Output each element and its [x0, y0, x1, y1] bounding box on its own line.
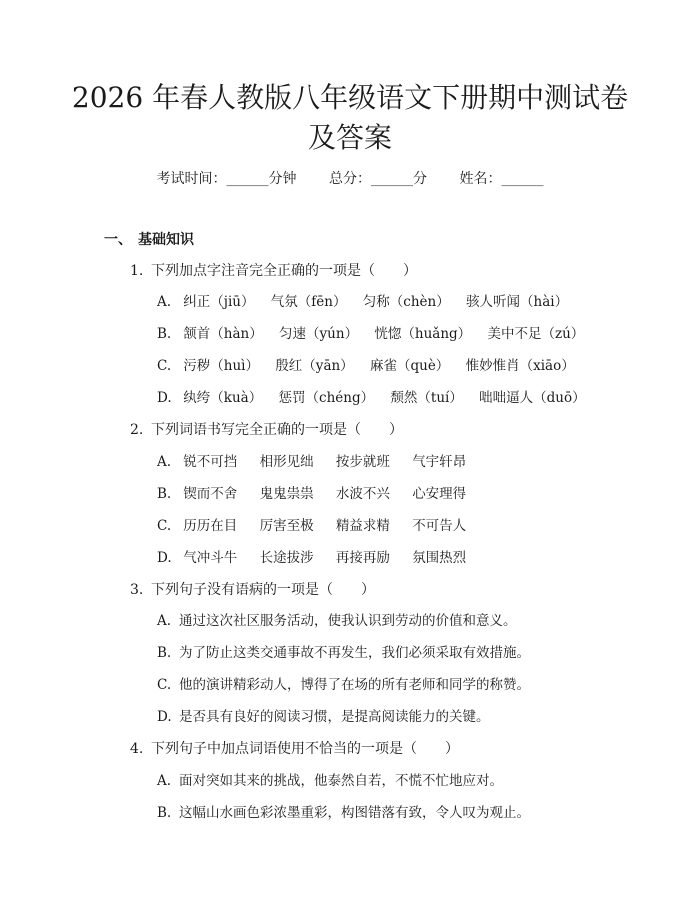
- question-3-stem: 3. 下列句子没有语病的一项是（ ）: [130, 582, 375, 598]
- question-1-option-d: D. 纨绔（kuà） 惩罚（chéng） 颓然（tuí） 咄咄逼人（duō）: [157, 390, 586, 406]
- question-1-option-a: A. 纠正（jiū） 气氛（fēn） 匀称（chèn） 骇人听闻（hài）: [157, 294, 569, 310]
- document-title: 2026 年春人教版八年级语文下册期中测试卷及答案: [71, 81, 629, 154]
- question-2-option-b: B. 锲而不舍 鬼鬼祟祟 水波不兴 心安理得: [157, 486, 467, 502]
- question-2-option-a: A. 锐不可挡 相形见绌 按步就班 气宇轩昂: [157, 454, 467, 470]
- question-2-stem: 2. 下列词语书写完全正确的一项是（ ）: [130, 422, 403, 438]
- question-2-option-d: D. 气冲斗牛 长途拔涉 再接再励 氛围热烈: [157, 550, 467, 566]
- exam-score-field: 总分：______分: [329, 171, 427, 187]
- question-1-option-c: C. 污秽（huì） 殷红（yān） 麻雀（què） 惟妙惟肖（xiāo）: [157, 358, 575, 374]
- question-4-option-b: B. 这幅山水画色彩浓墨重彩，构图错落有致，令人叹为观止。: [157, 805, 530, 821]
- question-3-option-d: D. 是否具有良好的阅读习惯，是提高阅读能力的关键。: [157, 709, 490, 725]
- exam-time-field: 考试时间：______分钟: [156, 171, 297, 187]
- question-3-option-b: B. 为了防止这类交通事故不再发生，我们必须采取有效措施。: [157, 645, 530, 661]
- section-heading: [104, 230, 194, 250]
- question-4-stem: 4. 下列句子中加点词语使用不恰当的一项是（ ）: [130, 741, 459, 757]
- question-2-option-c: C. 历历在目 厉害至极 精益求精 不可告人: [157, 518, 467, 534]
- question-3-option-a: A. 通过这次社区服务活动，使我认识到劳动的价值和意义。: [157, 613, 517, 629]
- exam-info-line: [0, 169, 700, 189]
- exam-name-field: 姓名：______: [459, 171, 544, 187]
- section-title: 基础知识: [138, 232, 194, 248]
- section-number: 一、: [104, 232, 132, 248]
- question-1-option-b: B. 颔首（hàn） 匀速（yún） 恍惚（huǎng） 美中不足（zú）: [157, 326, 585, 342]
- question-4-option-a: A. 面对突如其来的挑战，他泰然自若，不慌不忙地应对。: [157, 773, 503, 789]
- question-3-option-c: C. 他的演讲精彩动人，博得了在场的所有老师和同学的称赞。: [157, 677, 530, 693]
- question-1-stem: 1. 下列加点字注音完全正确的一项是（ ）: [130, 263, 417, 279]
